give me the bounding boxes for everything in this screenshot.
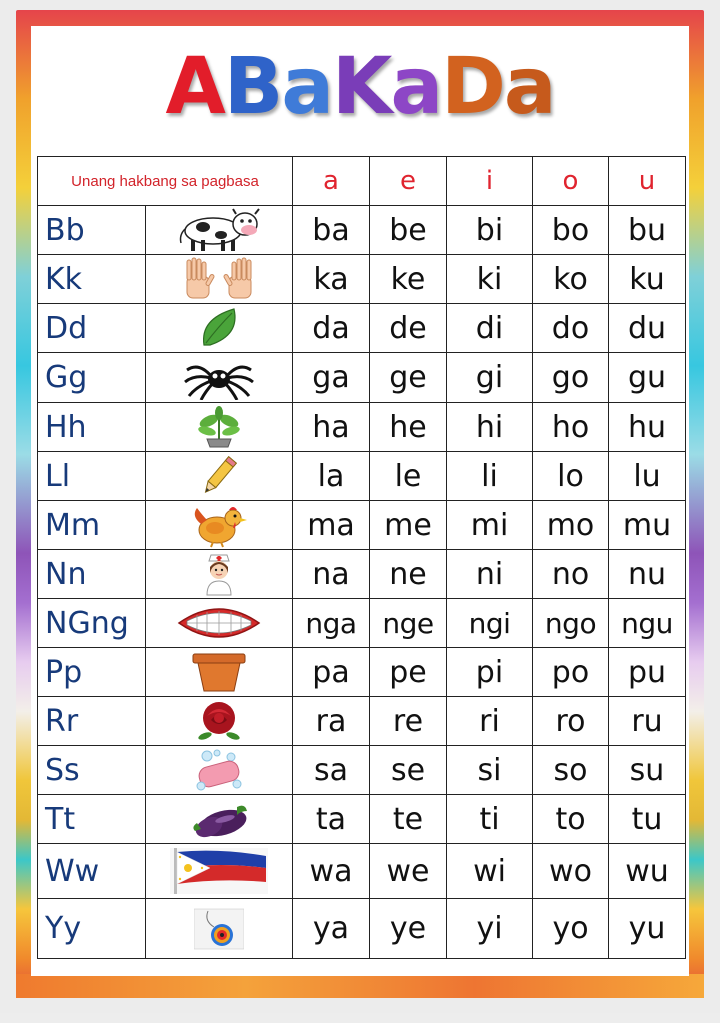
table-row — [38, 746, 686, 795]
page-title — [0, 42, 720, 132]
picture-cell — [146, 403, 293, 452]
syllable-cell: ta — [293, 795, 370, 844]
letter-cell: Ss — [38, 746, 146, 795]
syllable-table — [37, 156, 686, 959]
letter-cell: Gg — [38, 353, 146, 403]
picture-cell — [146, 697, 293, 746]
syllable-cell: ki — [447, 255, 533, 304]
letter-cell: Yy — [38, 899, 146, 959]
syllable-cell: ro — [533, 697, 609, 746]
teeth-icon — [146, 601, 292, 645]
table-row — [38, 795, 686, 844]
syllable-cell: hu — [609, 403, 686, 452]
title-letter: A — [165, 42, 224, 132]
syllable-cell: ku — [609, 255, 686, 304]
syllable-cell: yi — [447, 899, 533, 959]
syllable-cell: gi — [447, 353, 533, 403]
letter-cell: NGng — [38, 599, 146, 648]
picture-cell — [146, 648, 293, 697]
rose-icon — [146, 698, 292, 744]
pot-icon — [146, 651, 292, 693]
syllable-cell: ho — [533, 403, 609, 452]
letter-cell: Tt — [38, 795, 146, 844]
hands-icon — [146, 256, 292, 302]
picture-cell — [146, 255, 293, 304]
hen-icon — [146, 502, 292, 548]
letter-cell: Dd — [38, 304, 146, 353]
syllable-cell: de — [370, 304, 447, 353]
syllable-cell: wa — [293, 844, 370, 899]
syllable-cell: ra — [293, 697, 370, 746]
syllable-cell: ye — [370, 899, 447, 959]
letter-cell: Pp — [38, 648, 146, 697]
syllable-cell: bi — [447, 206, 533, 255]
syllable-cell: ne — [370, 550, 447, 599]
syllable-cell: hi — [447, 403, 533, 452]
syllable-cell: no — [533, 550, 609, 599]
syllable-cell: pi — [447, 648, 533, 697]
spider-icon — [146, 356, 292, 400]
table-row — [38, 899, 686, 959]
syllable-cell: ka — [293, 255, 370, 304]
syllable-cell: sa — [293, 746, 370, 795]
syllable-cell: te — [370, 795, 447, 844]
syllable-cell: ko — [533, 255, 609, 304]
syllable-cell: pu — [609, 648, 686, 697]
syllable-cell: su — [609, 746, 686, 795]
letter-cell: Hh — [38, 403, 146, 452]
syllable-cell: lu — [609, 452, 686, 501]
vowel-header: i — [447, 157, 533, 206]
picture-cell — [146, 795, 293, 844]
letter-cell: Ww — [38, 844, 146, 899]
syllable-cell: ngi — [447, 599, 533, 648]
syllable-cell: se — [370, 746, 447, 795]
title-letter: K — [331, 42, 391, 132]
table-row — [38, 550, 686, 599]
plant-icon — [146, 405, 292, 449]
nurse-icon — [146, 551, 292, 597]
footer-strip — [0, 1013, 720, 1023]
syllable-cell: yo — [533, 899, 609, 959]
table-row — [38, 452, 686, 501]
table-row — [38, 304, 686, 353]
letter-cell: Bb — [38, 206, 146, 255]
syllable-cell: si — [447, 746, 533, 795]
syllable-cell: ti — [447, 795, 533, 844]
letter-cell: Mm — [38, 501, 146, 550]
syllable-cell: da — [293, 304, 370, 353]
syllable-cell: ge — [370, 353, 447, 403]
syllable-cell: me — [370, 501, 447, 550]
syllable-cell: mi — [447, 501, 533, 550]
syllable-cell: ngu — [609, 599, 686, 648]
letter-cell: Rr — [38, 697, 146, 746]
syllable-cell: ya — [293, 899, 370, 959]
poster-bottom-band — [16, 974, 704, 998]
title-letter: a — [503, 42, 555, 132]
picture-cell — [146, 452, 293, 501]
picture-cell — [146, 501, 293, 550]
soap-icon — [146, 748, 292, 792]
table-row — [38, 599, 686, 648]
syllable-cell: ri — [447, 697, 533, 746]
table-row — [38, 844, 686, 899]
syllable-cell: pa — [293, 648, 370, 697]
table-row — [38, 206, 686, 255]
vowel-header: a — [293, 157, 370, 206]
syllable-cell: du — [609, 304, 686, 353]
syllable-cell: so — [533, 746, 609, 795]
picture-cell — [146, 206, 293, 255]
syllable-cell: li — [447, 452, 533, 501]
syllable-cell: we — [370, 844, 447, 899]
syllable-cell: he — [370, 403, 447, 452]
syllable-cell: pe — [370, 648, 447, 697]
yoyo-icon — [146, 907, 292, 951]
syllable-cell: la — [293, 452, 370, 501]
leaf-icon — [146, 305, 292, 351]
syllable-cell: gu — [609, 353, 686, 403]
syllable-cell: ni — [447, 550, 533, 599]
title-letter: D — [441, 42, 504, 132]
syllable-cell: yu — [609, 899, 686, 959]
syllable-cell: to — [533, 795, 609, 844]
title-letter: a — [281, 42, 332, 132]
syllable-cell: ga — [293, 353, 370, 403]
picture-cell — [146, 899, 293, 959]
syllable-cell: nga — [293, 599, 370, 648]
table-row — [38, 403, 686, 452]
picture-cell — [146, 844, 293, 899]
syllable-cell: le — [370, 452, 447, 501]
table-row — [38, 501, 686, 550]
letter-cell: Kk — [38, 255, 146, 304]
syllable-cell: ngo — [533, 599, 609, 648]
title-letter: B — [223, 42, 282, 132]
syllable-cell: lo — [533, 452, 609, 501]
eggplant-icon — [146, 797, 292, 841]
picture-cell — [146, 353, 293, 403]
flag-icon — [146, 848, 292, 894]
syllable-cell: wi — [447, 844, 533, 899]
title-letter: a — [390, 42, 442, 132]
picture-cell — [146, 746, 293, 795]
syllable-cell: ba — [293, 206, 370, 255]
vowel-header: u — [609, 157, 686, 206]
syllable-cell: ha — [293, 403, 370, 452]
syllable-cell: po — [533, 648, 609, 697]
syllable-cell: be — [370, 206, 447, 255]
syllable-cell: bu — [609, 206, 686, 255]
syllable-cell: ma — [293, 501, 370, 550]
syllable-cell: ke — [370, 255, 447, 304]
syllable-cell: re — [370, 697, 447, 746]
cow-icon — [146, 207, 292, 253]
letter-cell: Nn — [38, 550, 146, 599]
table-header-row — [38, 157, 686, 206]
syllable-cell: mo — [533, 501, 609, 550]
picture-cell — [146, 550, 293, 599]
syllable-cell: do — [533, 304, 609, 353]
picture-cell — [146, 599, 293, 648]
syllable-cell: nge — [370, 599, 447, 648]
vowel-header: o — [533, 157, 609, 206]
table-row — [38, 353, 686, 403]
table-caption: Unang hakbang sa pagbasa — [38, 157, 293, 206]
letter-cell: Ll — [38, 452, 146, 501]
table-row — [38, 697, 686, 746]
syllable-cell: di — [447, 304, 533, 353]
syllable-cell: tu — [609, 795, 686, 844]
syllable-cell: bo — [533, 206, 609, 255]
syllable-cell: ru — [609, 697, 686, 746]
vowel-header: e — [370, 157, 447, 206]
table-row — [38, 648, 686, 697]
syllable-cell: wo — [533, 844, 609, 899]
table-row — [38, 255, 686, 304]
picture-cell — [146, 304, 293, 353]
syllable-cell: wu — [609, 844, 686, 899]
syllable-cell: mu — [609, 501, 686, 550]
syllable-cell: go — [533, 353, 609, 403]
syllable-cell: na — [293, 550, 370, 599]
pencil-icon — [146, 453, 292, 499]
syllable-cell: nu — [609, 550, 686, 599]
